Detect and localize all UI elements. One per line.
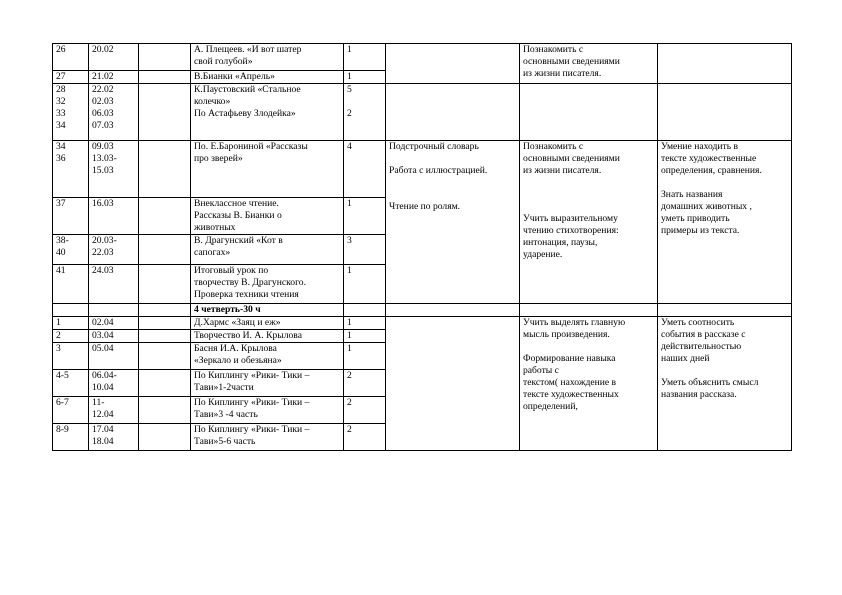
text-line: наших дней	[661, 353, 710, 364]
lesson-date-cell	[89, 330, 139, 343]
lesson-hours-cell	[344, 44, 386, 71]
text-line: В. Драгунский «Кот в	[194, 235, 283, 246]
empty-cell	[53, 304, 89, 317]
text-line: определения, сравнения.	[661, 165, 762, 176]
text-line: 4-5	[56, 370, 69, 381]
lesson-number-cell	[53, 44, 89, 71]
text-line: 4	[347, 141, 352, 152]
text-line: По Киплингу «Рики- Тики –	[194, 424, 310, 435]
lesson-number-cell	[53, 198, 89, 235]
text-line: интонация, паузы,	[523, 237, 598, 248]
lesson-hours-cell	[344, 370, 386, 397]
empty-cell	[139, 317, 191, 330]
text-line: 02.03	[92, 96, 114, 107]
text-line: 06.03	[92, 108, 114, 119]
lesson-topic-cell	[191, 71, 344, 84]
methods-cell	[386, 317, 520, 451]
text-line: 2	[347, 370, 352, 381]
text-line: Познакомить с	[523, 141, 584, 152]
text-line: Знать названия	[661, 189, 723, 200]
empty-cell	[89, 304, 139, 317]
lesson-date-cell	[89, 397, 139, 424]
empty-cell	[139, 84, 191, 141]
lesson-date-cell	[89, 370, 139, 397]
text-line: творчеству В. Драгунского.	[194, 277, 306, 288]
line-spacer	[523, 189, 654, 201]
lesson-number-cell	[53, 235, 89, 265]
line-spacer	[523, 341, 654, 353]
text-line: Проверка техники чтения	[194, 289, 299, 300]
text-line: А. Плещеев. «И вот шатер	[194, 44, 302, 55]
text-line: Тави»5-6 часть	[194, 436, 256, 447]
text-line: 06.04-	[92, 370, 117, 381]
lesson-hours-cell	[344, 265, 386, 304]
text-line: определений,	[523, 401, 578, 412]
empty-cell	[139, 343, 191, 370]
text-line: чтению стихотворения:	[523, 225, 619, 236]
text-line: Работа с иллюстрацией.	[389, 165, 488, 176]
text-line: события в рассказе с	[661, 329, 746, 340]
text-line: 18.04	[92, 436, 114, 447]
line-spacer	[347, 96, 382, 108]
text-line: 1	[347, 198, 352, 209]
text-line: 33	[56, 108, 66, 119]
skills-cell	[658, 141, 792, 304]
lesson-topic-cell	[191, 397, 344, 424]
lesson-number-cell	[53, 424, 89, 451]
lesson-number-cell	[53, 84, 89, 141]
lesson-hours-cell	[344, 424, 386, 451]
text-line: 34	[56, 120, 66, 131]
empty-cell	[139, 424, 191, 451]
empty-cell	[139, 370, 191, 397]
text-line: 09.03	[92, 141, 114, 152]
lesson-topic-cell	[191, 330, 344, 343]
lesson-number-cell	[53, 330, 89, 343]
text-line: 1	[347, 317, 352, 328]
text-line: К.Паустовский «Стальное	[194, 84, 301, 95]
text-line: работы с	[523, 365, 559, 376]
text-line: 26	[56, 44, 66, 55]
text-line: По. Е.Барониной «Рассказы	[194, 141, 308, 152]
text-line: животных	[194, 222, 236, 233]
text-line: 1	[347, 44, 352, 55]
text-line: домашних животных ,	[661, 201, 752, 212]
lesson-topic-cell	[191, 265, 344, 304]
text-line: 16.03	[92, 198, 114, 209]
lesson-date-cell	[89, 71, 139, 84]
text-line: 3	[347, 235, 352, 246]
text-line: Внеклассное чтение.	[194, 198, 279, 209]
lesson-plan-table	[52, 43, 792, 451]
lesson-hours-cell	[344, 317, 386, 330]
line-spacer	[389, 189, 516, 201]
text-line: уметь приводить	[661, 213, 730, 224]
line-spacer	[389, 153, 516, 165]
text-line: Учить выделять главную	[523, 317, 626, 328]
text-line: 2	[347, 397, 352, 408]
lesson-date-cell	[89, 198, 139, 235]
text-line: Подстрочный словарь	[389, 141, 479, 152]
lesson-number-cell	[53, 370, 89, 397]
text-line: 8-9	[56, 424, 69, 435]
text-line: 41	[56, 265, 66, 276]
lesson-hours-cell	[344, 343, 386, 370]
text-line: Творчество И. А. Крылова	[194, 330, 302, 341]
text-line: сапогах»	[194, 247, 231, 258]
text-line: из жизни писателя.	[523, 165, 602, 176]
lesson-number-cell	[53, 141, 89, 198]
text-line: 12.04	[92, 409, 114, 420]
goals-cell	[520, 84, 658, 141]
text-line: Учить выразительному	[523, 213, 618, 224]
text-line: По Киплингу «Рики- Тики –	[194, 397, 310, 408]
empty-cell	[139, 330, 191, 343]
lesson-hours-cell	[344, 235, 386, 265]
lesson-hours-cell	[344, 198, 386, 235]
text-line: 1	[347, 343, 352, 354]
empty-cell	[658, 304, 792, 317]
lesson-date-cell	[89, 424, 139, 451]
methods-cell	[386, 44, 520, 84]
empty-cell	[139, 397, 191, 424]
text-line: про зверей»	[194, 153, 243, 164]
line-spacer	[661, 365, 788, 377]
text-line: По Киплингу «Рики- Тики –	[194, 370, 310, 381]
goals-cell	[520, 141, 658, 304]
text-line: 27	[56, 71, 66, 82]
text-line: основными сведениями	[523, 153, 620, 164]
lesson-date-cell	[89, 141, 139, 198]
empty-cell	[139, 71, 191, 84]
text-line: 1	[347, 71, 352, 82]
text-line: 02.04	[92, 317, 114, 328]
text-line: Басня И.А. Крылова	[194, 343, 277, 354]
lesson-topic-cell	[191, 370, 344, 397]
lesson-topic-cell	[191, 424, 344, 451]
table-row	[53, 317, 792, 330]
lesson-date-cell	[89, 343, 139, 370]
text-line: Итоговый урок по	[194, 265, 269, 276]
text-line: Рассказы В. Бианки о	[194, 210, 282, 221]
empty-cell	[139, 44, 191, 71]
text-line: 6-7	[56, 397, 69, 408]
text-line: Д.Хармс «Заяц и еж»	[194, 317, 281, 328]
lesson-number-cell	[53, 71, 89, 84]
text-line: Формирование навыка	[523, 353, 616, 364]
lesson-number-cell	[53, 343, 89, 370]
lesson-date-cell	[89, 317, 139, 330]
methods-cell	[386, 84, 520, 141]
line-spacer	[523, 177, 654, 189]
line-spacer	[523, 201, 654, 213]
text-line: 20.03-	[92, 235, 117, 246]
lesson-hours-cell	[344, 141, 386, 198]
text-line: мысль произведения.	[523, 329, 610, 340]
empty-cell	[139, 304, 191, 317]
text-line: 3	[56, 343, 61, 354]
goals-cell	[520, 44, 658, 84]
empty-cell	[386, 304, 520, 317]
lesson-hours-cell	[344, 84, 386, 141]
text-line: колечко»	[194, 96, 231, 107]
text-line: 1	[347, 265, 352, 276]
text-line: Тави»3 -4 часть	[194, 409, 258, 420]
lesson-hours-cell	[344, 71, 386, 84]
text-line: Уметь объяснить смысл	[661, 377, 759, 388]
text-line: 28	[56, 84, 66, 95]
text-line: 2	[347, 108, 352, 119]
empty-cell	[344, 304, 386, 317]
lesson-topic-cell	[191, 44, 344, 71]
text-line: основными сведениями	[523, 56, 620, 67]
lesson-date-cell	[89, 84, 139, 141]
lesson-topic-cell	[191, 317, 344, 330]
text-line: 2	[56, 330, 61, 341]
text-line: тексте художественных	[523, 389, 619, 400]
text-line: Чтение по ролям.	[389, 201, 461, 212]
text-line: из жизни писателя.	[523, 68, 602, 79]
skills-cell	[658, 44, 792, 84]
skills-cell	[658, 317, 792, 451]
text-line: названия рассказа.	[661, 389, 737, 400]
text-line: По Астафьеву Злодейка»	[194, 108, 296, 119]
skills-cell	[658, 84, 792, 141]
text-line: 11-	[92, 397, 105, 408]
lesson-date-cell	[89, 44, 139, 71]
lesson-number-cell	[53, 397, 89, 424]
lesson-hours-cell	[344, 397, 386, 424]
text-line: 34	[56, 141, 66, 152]
line-spacer	[661, 177, 788, 189]
text-line: текстом( нахождение в	[523, 377, 617, 388]
text-line: Тави»1-2части	[194, 382, 254, 393]
text-line: примеры из текста.	[661, 225, 740, 236]
lesson-date-cell	[89, 235, 139, 265]
text-line: 1	[56, 317, 61, 328]
text-line: В.Бианки «Апрель»	[194, 71, 275, 82]
empty-cell	[139, 265, 191, 304]
text-line: 03.04	[92, 330, 114, 341]
table-row	[53, 141, 792, 198]
text-line: 36	[56, 153, 66, 164]
text-line: свой голубой»	[194, 56, 253, 67]
lesson-date-cell	[89, 265, 139, 304]
text-line: 38-	[56, 235, 69, 246]
text-line: 22.02	[92, 84, 114, 95]
text-line: 05.04	[92, 343, 114, 354]
quarter-header: 4 четверть-30 ч	[191, 304, 344, 317]
lesson-topic-cell	[191, 235, 344, 265]
empty-cell	[520, 304, 658, 317]
quarter-header-row	[53, 304, 792, 317]
empty-cell	[139, 235, 191, 265]
goals-cell	[520, 317, 658, 451]
empty-cell	[139, 141, 191, 198]
text-line: 40	[56, 247, 66, 258]
lesson-topic-cell	[191, 343, 344, 370]
line-spacer	[389, 177, 516, 189]
text-line: Познакомить с	[523, 44, 584, 55]
text-line: 07.03	[92, 120, 114, 131]
text-line: 21.02	[92, 71, 114, 82]
text-line: 24.03	[92, 265, 114, 276]
empty-cell	[139, 198, 191, 235]
text-line: 2	[347, 424, 352, 435]
table-row	[53, 84, 792, 141]
lesson-topic-cell	[191, 141, 344, 198]
text-line: 20.02	[92, 44, 114, 55]
text-line: 1	[347, 330, 352, 341]
text-line: Умение находить в	[661, 141, 739, 152]
lesson-hours-cell	[344, 330, 386, 343]
text-line: 22.03	[92, 247, 114, 258]
text-line: 10.04	[92, 382, 114, 393]
methods-cell	[386, 141, 520, 304]
text-line: 17.04	[92, 424, 114, 435]
text-line: тексте художественные	[661, 153, 757, 164]
text-line: 37	[56, 198, 66, 209]
text-line: Уметь соотносить	[661, 317, 735, 328]
text-line: 13.03-	[92, 153, 117, 164]
text-line: действительностью	[661, 341, 742, 352]
text-line: ударение.	[523, 249, 563, 260]
text-line: 15.03	[92, 165, 114, 176]
lesson-topic-cell	[191, 198, 344, 235]
table-row	[53, 44, 792, 71]
lesson-number-cell	[53, 317, 89, 330]
text-line: «Зеркало и обезьяна»	[194, 355, 282, 366]
lesson-topic-cell	[191, 84, 344, 141]
lesson-number-cell	[53, 265, 89, 304]
text-line: 5	[347, 84, 352, 95]
text-line: 32	[56, 96, 66, 107]
